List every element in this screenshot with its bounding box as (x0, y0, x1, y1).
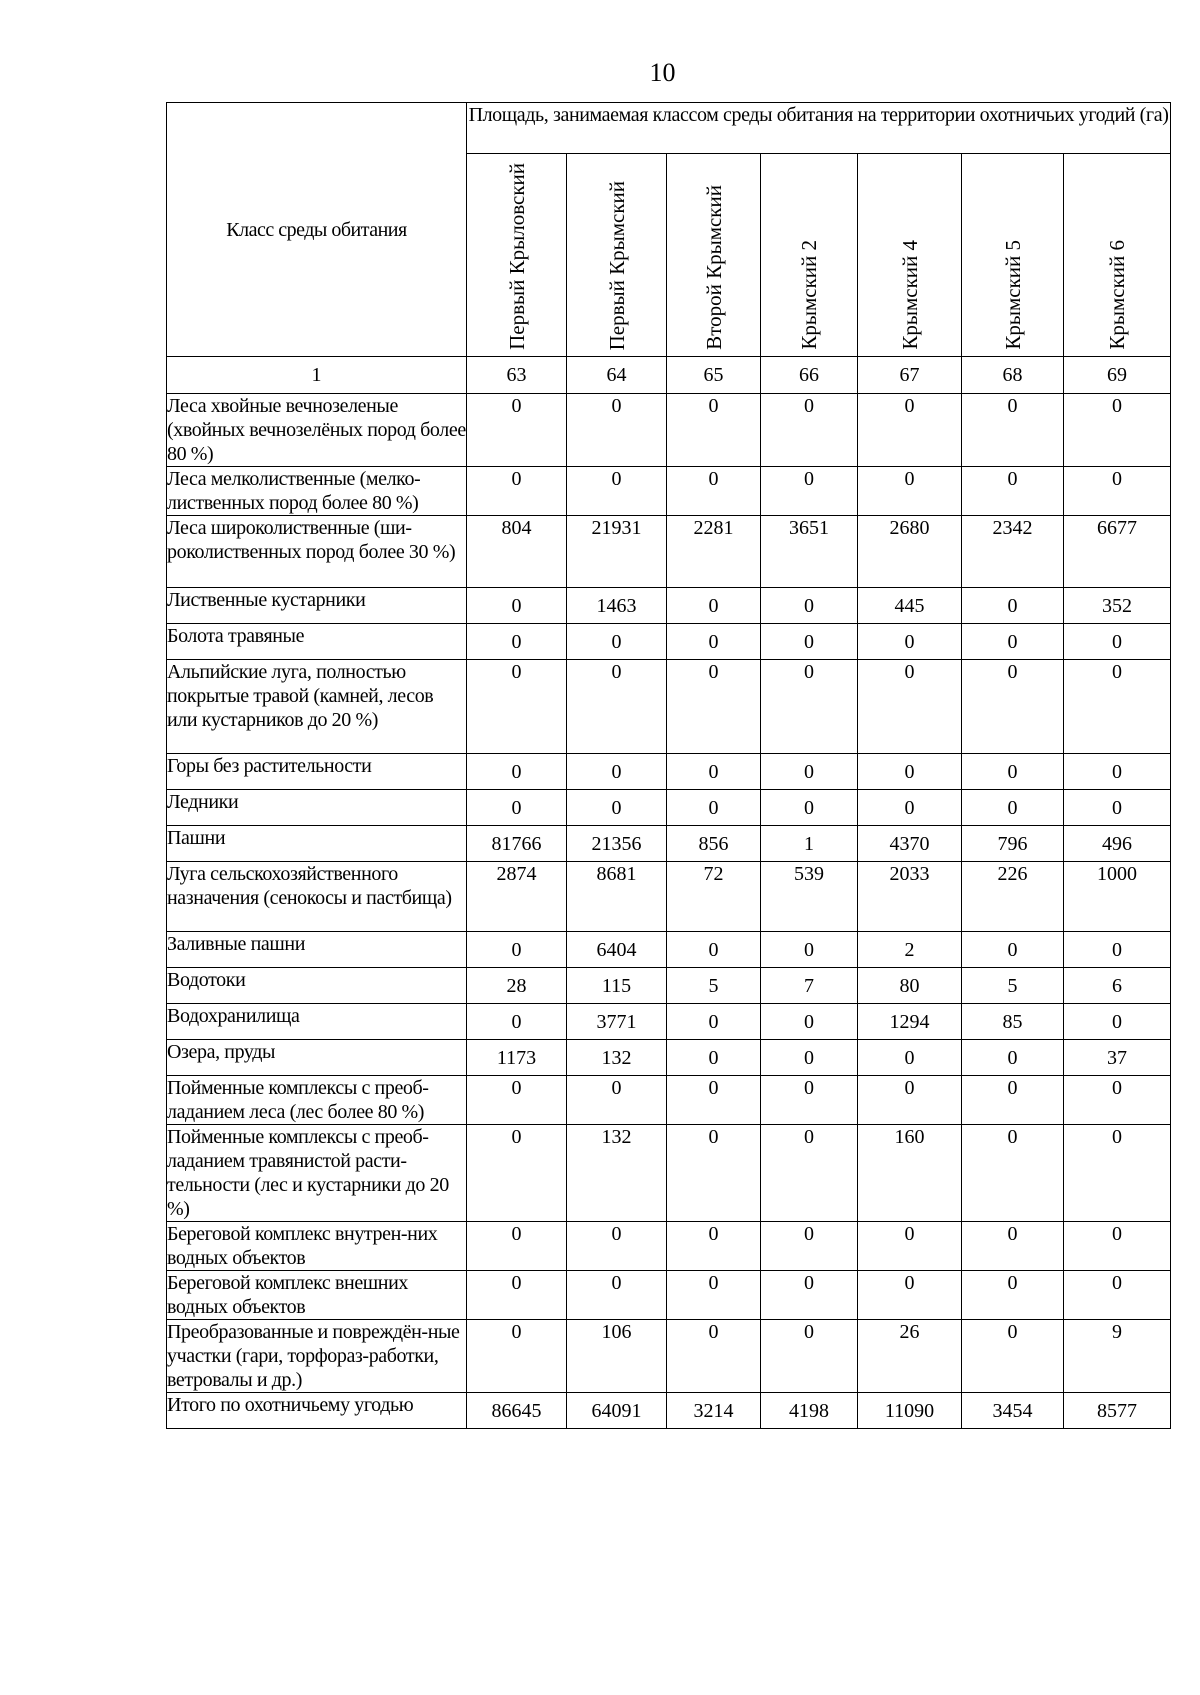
area-value: 0 (1064, 754, 1171, 790)
table-row (167, 968, 1171, 1004)
area-value: 0 (858, 660, 962, 754)
area-value: 0 (962, 1076, 1064, 1125)
area-value: 0 (467, 1004, 567, 1040)
area-value: 0 (667, 660, 761, 754)
area-value: 28 (467, 968, 567, 1004)
area-value: 0 (667, 1320, 761, 1393)
area-value: 106 (567, 1320, 667, 1393)
area-value: 0 (962, 1222, 1064, 1271)
area-value: 6677 (1064, 516, 1171, 588)
ground-name: Крымский 4 (897, 240, 922, 350)
ground-name: Крымский 6 (1105, 240, 1130, 350)
area-value: 0 (761, 1222, 858, 1271)
area-value: 0 (761, 1076, 858, 1125)
habitat-class-label: Водотоки (167, 968, 467, 1004)
area-value: 856 (667, 826, 761, 862)
area-value: 0 (761, 588, 858, 624)
area-value: 132 (567, 1125, 667, 1222)
area-value: 0 (667, 1076, 761, 1125)
table-row (167, 1222, 1171, 1271)
area-value: 0 (467, 588, 567, 624)
area-value: 0 (962, 467, 1064, 516)
area-value: 0 (761, 1040, 858, 1076)
area-value: 539 (761, 862, 858, 932)
area-value: 0 (858, 624, 962, 660)
area-value: 0 (467, 1076, 567, 1125)
area-value: 72 (667, 862, 761, 932)
habitat-class-label: Болота травяные (167, 624, 467, 660)
area-value: 0 (567, 1222, 667, 1271)
area-value: 0 (467, 624, 567, 660)
area-value: 0 (1064, 660, 1171, 754)
habitat-class-label: Лиственные кустарники (167, 588, 467, 624)
ground-header (1064, 154, 1171, 357)
area-value: 0 (567, 790, 667, 826)
area-value: 0 (858, 1040, 962, 1076)
area-value: 0 (761, 1125, 858, 1222)
table-row (167, 394, 1171, 467)
area-value: 21356 (567, 826, 667, 862)
area-value: 496 (1064, 826, 1171, 862)
area-value: 0 (962, 1271, 1064, 1320)
area-value: 0 (1064, 790, 1171, 826)
area-value: 0 (667, 1004, 761, 1040)
habitat-class-label: Леса хвойные вечнозеленые (хвойных вечнозелёных пород более 80 %) (167, 395, 466, 465)
habitat-class-label: Горы без растительности (167, 754, 467, 790)
area-value: 4198 (761, 1393, 858, 1429)
area-value: 0 (467, 1125, 567, 1222)
table-row (167, 1393, 1171, 1429)
area-value: 0 (761, 394, 858, 467)
area-value: 0 (667, 1271, 761, 1320)
area-value: 1463 (567, 588, 667, 624)
area-value: 0 (467, 1271, 567, 1320)
ground-header (667, 154, 761, 357)
area-value: 0 (567, 1076, 667, 1125)
area-value: 0 (667, 588, 761, 624)
area-value: 11090 (858, 1393, 962, 1429)
area-value: 0 (761, 1271, 858, 1320)
area-value: 81766 (467, 826, 567, 862)
area-value: 0 (667, 1222, 761, 1271)
area-value: 2874 (467, 862, 567, 932)
ground-header (761, 154, 858, 357)
area-value: 445 (858, 588, 962, 624)
habitat-class-label: Леса широколиственные (ши-роколиственных пород более 30 %) (167, 516, 467, 588)
area-value: 0 (858, 394, 962, 467)
area-value: 0 (667, 754, 761, 790)
area-value: 0 (761, 1004, 858, 1040)
area-value: 0 (761, 1320, 858, 1393)
area-value: 0 (567, 1271, 667, 1320)
area-value: 0 (858, 467, 962, 516)
area-value: 0 (962, 1125, 1064, 1222)
area-value: 0 (1064, 1004, 1171, 1040)
table-row (167, 624, 1171, 660)
table-row (167, 826, 1171, 862)
ground-name: Крымский 5 (1000, 240, 1025, 350)
area-value: 0 (1064, 1076, 1171, 1125)
area-value: 0 (962, 394, 1064, 467)
area-value: 0 (467, 660, 567, 754)
area-value: 4370 (858, 826, 962, 862)
area-value: 2 (858, 932, 962, 968)
area-value: 0 (962, 790, 1064, 826)
ground-name: Второй Крымский (701, 185, 726, 350)
area-value: 352 (1064, 588, 1171, 624)
area-value: 3454 (962, 1393, 1064, 1429)
table-row (167, 790, 1171, 826)
area-column-header: Площадь, занимаемая классом среды обитания на территории охотничьих угодий (га) (467, 103, 1171, 154)
class-column-header: Класс среды обитания (167, 103, 467, 357)
area-value: 0 (962, 588, 1064, 624)
ground-name: Первый Крымский (604, 180, 629, 350)
habitat-class-label: Водохранилища (167, 1004, 467, 1040)
ground-header (858, 154, 962, 357)
area-value: 0 (858, 1222, 962, 1271)
page-number: 10 (649, 58, 676, 87)
ground-header (467, 154, 567, 357)
habitat-class-label: Береговой комплекс внутрен-них водных объектов (167, 1222, 467, 1271)
habitat-class-label: Преобразованные и повреждён-ные участки (гари, торфораз-работки, ветровалы и др.) (167, 1320, 467, 1393)
area-value: 0 (1064, 1125, 1171, 1222)
area-value: 64091 (567, 1393, 667, 1429)
habitat-class-label: Ледники (167, 790, 467, 826)
area-value: 21931 (567, 516, 667, 588)
table-row (167, 516, 1171, 588)
area-value: 8681 (567, 862, 667, 932)
area-value: 1000 (1064, 862, 1171, 932)
area-value: 0 (1064, 394, 1171, 467)
column-number: 69 (1064, 357, 1171, 394)
area-value: 0 (467, 790, 567, 826)
table-row (167, 588, 1171, 624)
area-value: 1294 (858, 1004, 962, 1040)
area-value: 0 (567, 660, 667, 754)
area-value: 0 (567, 394, 667, 467)
area-value: 796 (962, 826, 1064, 862)
area-value: 3771 (567, 1004, 667, 1040)
area-value: 0 (761, 624, 858, 660)
table-row (167, 660, 1171, 754)
habitat-class-label: Пойменные комплексы с преоб-ладанием травянистой расти-тельности (лес и кустарники до 20 %) (167, 1125, 467, 1222)
area-value: 1 (761, 826, 858, 862)
area-value: 0 (1064, 467, 1171, 516)
column-number: 63 (467, 357, 567, 394)
column-number: 65 (667, 357, 761, 394)
area-value: 0 (1064, 932, 1171, 968)
area-value: 1173 (467, 1040, 567, 1076)
area-value: 0 (761, 932, 858, 968)
area-value: 0 (667, 932, 761, 968)
table-row (167, 1076, 1171, 1125)
habitat-class-label: Альпийские луга, полностью покрытые травой (камней, лесов или кустарников до 20 %) (167, 660, 467, 754)
area-value: 0 (667, 1040, 761, 1076)
table-row (167, 1125, 1171, 1222)
area-value: 226 (962, 862, 1064, 932)
area-value: 5 (962, 968, 1064, 1004)
area-value: 6404 (567, 932, 667, 968)
area-value: 0 (467, 467, 567, 516)
area-value: 0 (467, 932, 567, 968)
habitat-class-label: Луга сельскохозяйственного назначения (сенокосы и пастбища) (167, 862, 467, 932)
table-row (167, 862, 1171, 932)
area-value: 7 (761, 968, 858, 1004)
area-value: 2033 (858, 862, 962, 932)
area-value: 2680 (858, 516, 962, 588)
table-row (167, 1320, 1171, 1393)
area-value: 0 (667, 394, 761, 467)
area-value: 3214 (667, 1393, 761, 1429)
area-value: 0 (667, 790, 761, 826)
area-value: 0 (1064, 624, 1171, 660)
area-value: 0 (962, 1320, 1064, 1393)
area-value: 0 (567, 624, 667, 660)
habitat-class-label: Заливные пашни (167, 932, 467, 968)
ground-header (567, 154, 667, 357)
area-value: 0 (667, 467, 761, 516)
habitat-class-label: Пойменные комплексы с преоб-ладанием леса (лес более 80 %) (167, 1076, 467, 1125)
area-value: 0 (667, 1125, 761, 1222)
area-value: 804 (467, 516, 567, 588)
area-value: 0 (467, 1320, 567, 1393)
area-value: 0 (962, 624, 1064, 660)
area-value: 0 (962, 660, 1064, 754)
column-number: 67 (858, 357, 962, 394)
area-value: 0 (761, 754, 858, 790)
area-value: 8577 (1064, 1393, 1171, 1429)
habitat-class-label: Леса мелколиственные (мелко-лиственных пород более 80 %) (167, 467, 467, 516)
table-row (167, 754, 1171, 790)
area-value: 0 (858, 754, 962, 790)
area-value: 0 (962, 1040, 1064, 1076)
ground-name: Первый Крыловский (504, 163, 529, 350)
area-value: 0 (858, 1271, 962, 1320)
column-number: 68 (962, 357, 1064, 394)
habitat-class-label: Озера, пруды (167, 1040, 467, 1076)
area-value: 0 (467, 394, 567, 467)
habitat-class-label: Береговой комплекс внешних водных объектов (167, 1271, 467, 1320)
column-number: 64 (567, 357, 667, 394)
area-value: 160 (858, 1125, 962, 1222)
area-value: 37 (1064, 1040, 1171, 1076)
area-value: 0 (858, 790, 962, 826)
table-row (167, 467, 1171, 516)
area-value: 0 (567, 754, 667, 790)
area-value: 0 (567, 467, 667, 516)
area-value: 5 (667, 968, 761, 1004)
area-value: 9 (1064, 1320, 1171, 1393)
area-value: 0 (962, 754, 1064, 790)
area-value: 0 (761, 467, 858, 516)
table-row (167, 932, 1171, 968)
area-value: 0 (1064, 1222, 1171, 1271)
area-value: 0 (858, 1076, 962, 1125)
area-value: 0 (962, 932, 1064, 968)
area-value: 0 (761, 660, 858, 754)
area-value: 115 (567, 968, 667, 1004)
table-row (167, 1040, 1171, 1076)
area-value: 0 (1064, 1271, 1171, 1320)
habitat-area-table (166, 102, 1171, 1429)
area-value: 26 (858, 1320, 962, 1393)
area-value: 0 (467, 754, 567, 790)
area-value: 0 (667, 624, 761, 660)
area-value: 85 (962, 1004, 1064, 1040)
habitat-class-label: Итого по охотничьему угодью (167, 1393, 467, 1429)
area-value: 132 (567, 1040, 667, 1076)
table-row (167, 1271, 1171, 1320)
area-value: 2281 (667, 516, 761, 588)
area-value: 0 (467, 1222, 567, 1271)
area-value: 80 (858, 968, 962, 1004)
area-value: 3651 (761, 516, 858, 588)
column-number: 1 (167, 357, 467, 394)
ground-name: Крымский 2 (797, 240, 821, 350)
area-value: 86645 (467, 1393, 567, 1429)
habitat-class-label: Пашни (167, 826, 467, 862)
table-row (167, 1004, 1171, 1040)
ground-header (962, 154, 1064, 357)
area-value: 2342 (962, 516, 1064, 588)
area-value: 6 (1064, 968, 1171, 1004)
column-number: 66 (761, 357, 858, 394)
area-value: 0 (761, 790, 858, 826)
